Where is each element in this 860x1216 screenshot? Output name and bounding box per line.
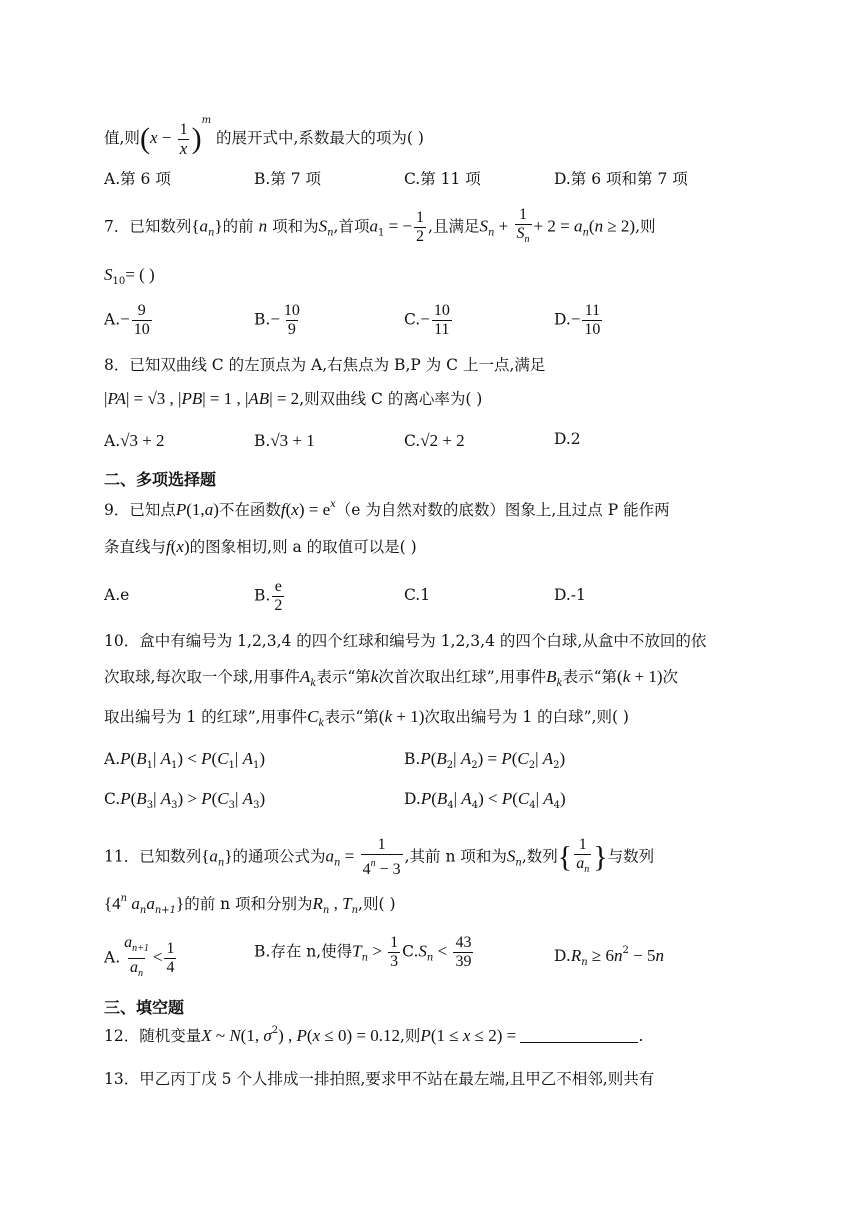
- q10-option-d: $D.P(B_4|$ $A_4) < P(C_4|$ $A_4$): [404, 789, 566, 811]
- q7-option-c: C.− $\frac{10}{11}$: [404, 302, 450, 338]
- q10-l3b: 表示“第: [324, 708, 379, 726]
- q7-a-den: 10: [133, 321, 150, 338]
- q10-option-a: $A.P(B_1|$ $A_1) < P(C_1|$ $A_1$): [104, 749, 265, 771]
- q8-option-d: D.2: [554, 430, 581, 448]
- q10-l2e: 次: [662, 668, 679, 686]
- q11-stem-2: {4$^n$ $a_na_{n+1}$}的前 n 项和分别为$R_n$ , $T_n$,则( ): [104, 893, 396, 916]
- q9-p3: （e 为自然对数的底数）图象上,且过点 P 能作两: [335, 501, 670, 519]
- q7-opt-c-label: C.: [404, 310, 421, 329]
- q7-s10-tail: = ( ): [125, 265, 155, 284]
- q7-c-den: 11: [434, 321, 450, 338]
- q7-p4: ,首项: [333, 217, 370, 236]
- q8-option-c: C.√2 + 2: [404, 431, 465, 450]
- q6-option-a: A.第 6 项: [104, 170, 171, 188]
- q7-p3: 项和为: [272, 217, 319, 236]
- q7-p2: 的前: [222, 217, 254, 236]
- q8-tail: ,则双曲线 C 的离心率为( ): [299, 390, 483, 408]
- q10-l3a: 取出编号为 1 的红球”,用事件: [104, 708, 308, 726]
- q10-stem-3: 取出编号为 1 的红球”,用事件$C_k$表示“第(k + 1)次取出编号为 1 的白球”,则( ): [104, 707, 629, 729]
- q8-opt-c-label: C.: [404, 432, 421, 450]
- q7-option-d: D.− $\frac{11}{10}$: [554, 302, 601, 338]
- q7-option-b: B.− $\frac{10}{9}$: [254, 302, 300, 338]
- q7-opt-a-label: A.: [104, 310, 121, 329]
- q7-a-num: 9: [137, 302, 146, 319]
- q11-option-b: B.存在 n,使得$T_n$ > $\frac{1}{3}$ $C.S_n$ < $\frac{43}{39}$: [254, 934, 472, 970]
- q7-opt-b-label: B.: [254, 310, 271, 329]
- q11-p3: ,其前 n 项和为: [404, 847, 507, 866]
- q9-option-b: B. $\frac{e}{2}$: [254, 578, 283, 614]
- q8-stem: 8．已知双曲线 C 的左顶点为 A,右焦点为 B,P 为 C 上一点,满足: [104, 356, 546, 374]
- q10-l2a: 次取球,每次取一个球,用事件: [104, 668, 300, 686]
- q9-opt-b-label: B.: [254, 586, 271, 605]
- q11-opt-d-label: D.: [554, 947, 571, 965]
- q7-stem: 7．已知数列$\{a_n\}$的前 n 项和为$S_n$,首项$a_1$ = − $\frac{1}{2}$ ,且满足$S_n$ + $\frac{1}{S_n}$ + $2 = a_n(n \ge 2)$,则: [104, 206, 656, 249]
- q11-option-a: A. $\frac{a_{n+1}}{a_n}$ < $\frac{1}{4}$: [104, 934, 178, 983]
- q9-p1: 9．已知点: [104, 501, 176, 519]
- q11-p4: ,数列: [521, 847, 558, 866]
- q9-stem-2: 条直线与f(x)的图象相切,则 a 的取值可以是( ): [104, 537, 417, 556]
- q9-option-a: A.e: [104, 586, 130, 604]
- q8-option-b: B.√3 + 1: [254, 431, 315, 450]
- q12-stem: 12．随机变量X ~ N(1, $\sigma^2$) , P(x ≤ 0) = 0.12,则P(1 ≤ x ≤ 2) = .: [104, 1025, 644, 1045]
- q7-stem-2: $S_{10}=$ ( ): [104, 265, 155, 287]
- q9-p2: 不在函数: [218, 501, 281, 519]
- section-heading-multiple-choice: 二、多项选择题: [104, 470, 217, 489]
- q6-option-b: B.第 7 项: [254, 170, 322, 188]
- q9-l2a: 条直线与: [104, 538, 167, 556]
- q13-stem: 13．甲乙丙丁戊 5 个人排成一排拍照,要求甲不站在最左端,且甲乙不相邻,则共有: [104, 1070, 655, 1088]
- q6-lead: 值,则: [104, 129, 140, 147]
- q7-d-num: 11: [584, 302, 601, 319]
- q7-c-num: 10: [433, 302, 450, 319]
- q8-option-a: A.√3 + 2: [104, 431, 165, 450]
- q7-p1: 7．已知数列: [104, 217, 192, 236]
- q11-p2: 的通项公式为: [232, 847, 326, 866]
- q8-stem-2: |PA| = √3 , |PB| = 1 , |AB| = 2,则双曲线 C 的离心率为( ): [104, 389, 483, 408]
- q11-opt-c-label: C.: [402, 942, 419, 961]
- q7-option-a: A.− $\frac{9}{10}$: [104, 302, 150, 338]
- q11-l2c: ,则( ): [358, 895, 396, 913]
- q10-l2b: 表示“第: [316, 668, 371, 686]
- q9-option-c: C.1: [404, 586, 431, 604]
- q7-b-num: 10: [283, 302, 300, 319]
- q10-l2c: 次首次取出红球”,用事件: [378, 668, 547, 686]
- q8-opt-b-label: B.: [254, 432, 271, 450]
- q10-l2d: 表示“第: [562, 668, 618, 686]
- q11-option-d: $D.R_n \ge 6n^2 - 5n$: [554, 945, 664, 968]
- q10-opt-a-label: A.: [104, 750, 121, 768]
- q12-answer-blank[interactable]: [520, 1028, 638, 1043]
- q7-b-den: 9: [287, 321, 296, 338]
- q8-opt-a-label: A.: [104, 432, 121, 450]
- q6-tail: 的展开式中,系数最大的项为( ): [216, 129, 424, 147]
- q11-p5: 与数列: [607, 847, 655, 866]
- q6-option-c: C.第 11 项: [404, 170, 481, 188]
- q11-stem: 11．已知数列$\{a_n\}$的通项公式为$a_n$ = $\frac{1}{4^n - 3}$ ,其前 n 项和为$S_n$,数列{ $\frac{1}{a_n}$ }与数列: [104, 836, 655, 878]
- q9-l2b: 的图象相切,则 a 的取值可以是( ): [189, 538, 417, 556]
- q7-s10: S: [104, 265, 113, 284]
- q7-d-den: 10: [584, 321, 601, 338]
- q12-p1: 12．随机变量: [104, 1027, 202, 1045]
- q11-opt-b-label: B.存在 n,使得: [254, 942, 353, 961]
- q7-opt-d-label: D.: [554, 310, 571, 329]
- q9-option-d: D.-1: [554, 586, 586, 604]
- q10-opt-b-label: B.: [404, 750, 421, 768]
- q10-stem: 10．盒中有编号为 1,2,3,4 的四个红球和编号为 1,2,3,4 的四个白球,从盒中不放回的依: [104, 632, 707, 650]
- q6-option-d: D.第 6 项和第 7 项: [554, 170, 688, 188]
- q10-opt-c-label: C.: [104, 790, 121, 808]
- q6-stem: 值,则(x − $\frac{1}{x}$ )$^m$ 的展开式中,系数最大的项为( ): [104, 115, 424, 158]
- q9-stem: 9．已知点P(1,a)不在函数$f(x) = e^x(e$ 为自然对数的底数）图象上,且过点 P 能作两: [104, 499, 670, 519]
- q10-option-c: $C.P(B_3|$ $A_3) > P(C_3|$ $A_3$): [104, 789, 266, 811]
- q11-opt-a-label: A.: [104, 948, 121, 967]
- q10-option-b: $B.P(B_2|$ $A_2) = P(C_2|$ $A_2$): [404, 749, 566, 771]
- q10-stem-2: 次取球,每次取一个球,用事件$A_k$表示“第k次首次取出红球”,用事件$B_k$表示“第(k + 1)次: [104, 667, 679, 689]
- q11-l2b: 的前 n 项和分别为: [184, 895, 313, 913]
- q11-p1: 11．已知数列: [104, 847, 202, 866]
- q12-p3: .: [638, 1027, 644, 1045]
- section-heading-fill-in: 三、填空题: [104, 998, 185, 1017]
- q7-p5: ,且满足: [428, 217, 480, 236]
- q7-p6: ,则: [635, 217, 656, 236]
- q12-p2: ,则: [399, 1027, 421, 1045]
- q10-l3c: 次取出编号为 1 的白球”,则( ): [424, 708, 629, 726]
- q10-opt-d-label: D.: [404, 790, 421, 808]
